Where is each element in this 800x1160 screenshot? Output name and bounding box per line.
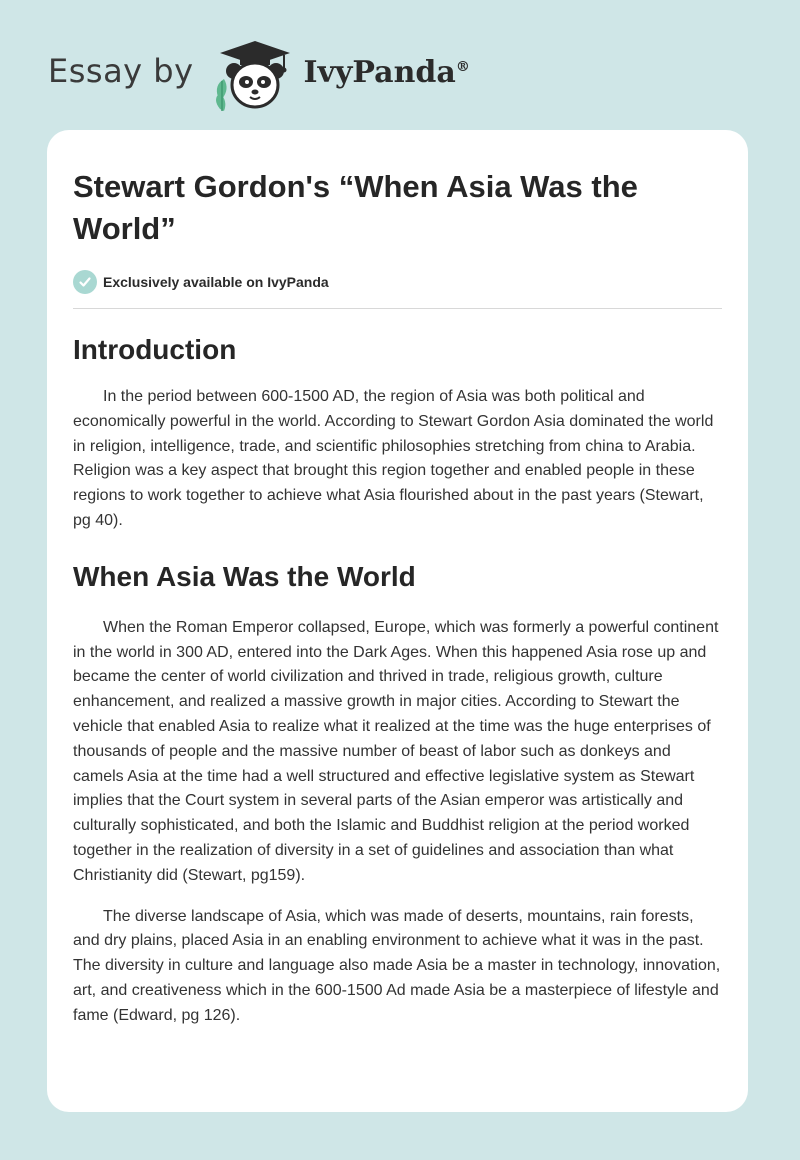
exclusive-label: Exclusively available on IvyPanda [103, 274, 329, 290]
check-circle-icon [73, 270, 97, 294]
brand-name[interactable]: IvyPanda® [303, 54, 470, 90]
exclusive-badge [73, 270, 722, 309]
essay-card [47, 130, 748, 1112]
essay-by-label: Essay by [48, 52, 194, 90]
panda-graduate-logo-icon[interactable] [210, 35, 300, 113]
section-heading-introduction: Introduction [73, 334, 237, 365]
page-title: Stewart Gordon's “When Asia Was the World” [73, 169, 638, 246]
paragraph: When the Roman Emperor collapsed, Europe, which was formerly a powerful continent in the world in 300 AD, entered into the Dark Ages. When this happened Asia rose up and became the center of world civilization and thrived in trade, religious growth, culture enhancement, and realized a massive growth in major cities. According to Stewart the vehicle that enabled Asia to realize what it realized at the time was the huge enterprises of thousands of people and the massive number of beast of labor such as donkeys and camels Asia at the time had a well structured and effective legislative system as Stewart implies that the Court system in several parts of the Asian emperor was artistically and culturally sophisticated, and both the Islamic and Buddhist religion at the period worked together in the realization of diversity in a set of guidelines and association than what Christianity did (Stewart, pg159). [73, 618, 719, 884]
registered-mark: ® [455, 58, 470, 75]
paragraph: The diverse landscape of Asia, which was made of deserts, mountains, rain forests, and dry plains, placed Asia in an enabling environment to achieve what it was in the past. The diversity in culture and language also made Asia be a master in technology, innovation, art, and creativeness which in the 600-1500 Ad made Asia be a masterpiece of lifestyle and fame (Edward, pg 126). [73, 907, 721, 1024]
site-header [48, 34, 470, 114]
section-heading-when-asia: When Asia Was the World [73, 560, 416, 592]
paragraph: In the period between 600-1500 AD, the region of Asia was both political and economically powerful in the world. According to Stewart Gordon Asia dominated the world in religion, intelligence, trade, and scientific philosophies stretching from china to Arabia. Religion was a key aspect that brought this region together and enabled people in these regions to work together to achieve what Asia flourished about in the past years (Stewart, pg 40). [73, 388, 714, 529]
